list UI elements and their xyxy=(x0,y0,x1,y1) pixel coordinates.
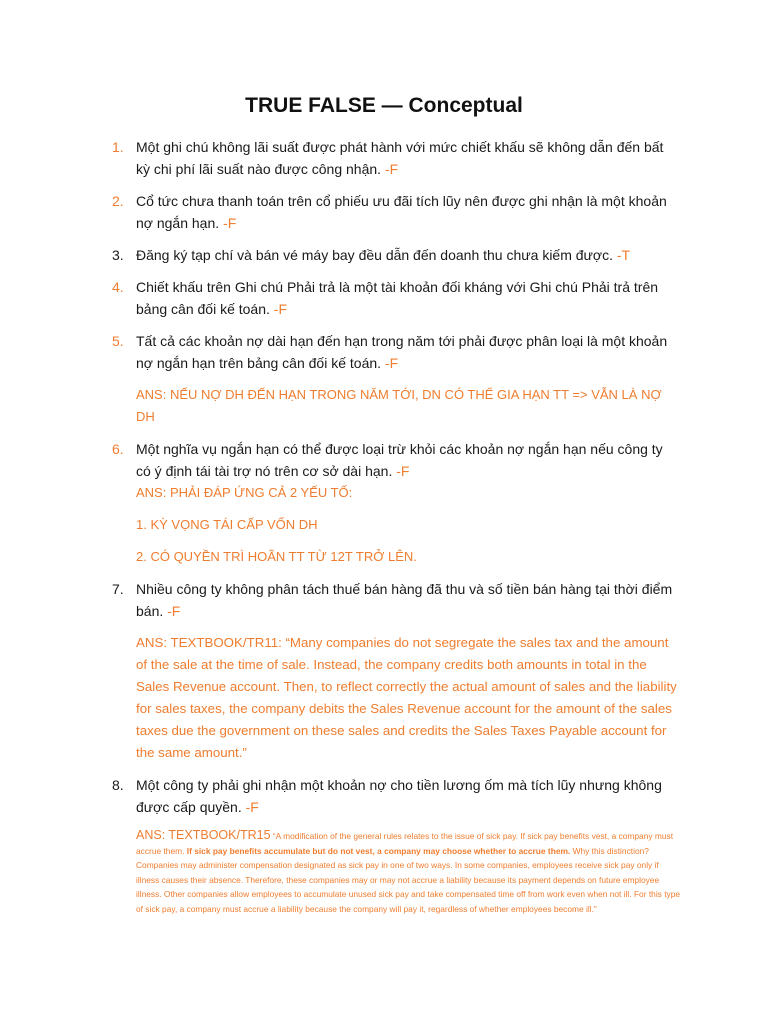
question-number: 1. xyxy=(112,139,124,155)
answer-note-8-bold: If sick pay benefits accumulate but do not vest, a company may choose whether to accrue them. xyxy=(186,845,571,856)
question-1 xyxy=(0,136,676,180)
answer-note-8 xyxy=(0,828,681,917)
question-number: 6. xyxy=(112,441,124,457)
answer-note-8-part-2: Why this distinction? Companies may administer compensation designated as sick pay in one of two ways. In some companies, employees receive sick pay only if illness causes their absence. Therefore, these companies may or may not accrue a liability because its payment depends on future employee illness. Other companies allow employees to accumulate unused sick pay and take compensated time off from work even when not ill. For this type of sick pay, a company must accrue a liability because the company will pay it, regardless of whether employees become ill.” xyxy=(136,845,681,914)
answer-note-6-point-1: 1. KỲ VỌNG TÁI CẤP VỐN DH xyxy=(136,517,318,532)
answer-mark: -F xyxy=(392,463,410,479)
answer-note-7: ANS: TEXTBOOK/TR11: “Many companies do not segregate the sales tax and the amount of the sale at the time of sale. Instead, the company credits both amounts in total in the Sales Revenue account. Then, to reflect correctly the actual amount of sales and the liability for sales taxes, the company debits the Sales Revenue account for the amount of the sales taxes due the government on these sales and credits the Sales Taxes Payable account for the same amount.” xyxy=(136,635,677,760)
answer-mark: -F xyxy=(241,799,259,815)
question-text: Đăng ký tạp chí và bán vé máy bay đều dẫn đến doanh thu chưa kiếm được. xyxy=(136,247,613,263)
answer-mark: -F xyxy=(219,215,237,231)
question-number: 3. xyxy=(112,247,124,263)
question-8 xyxy=(0,774,676,818)
question-number: 4. xyxy=(112,279,124,295)
question-text: Một nghĩa vụ ngắn hạn có thể được loại trừ khỏi các khoản nợ ngắn hạn nếu công ty có ý định tái tài trợ nó trên cơ sở dài hạn. xyxy=(136,441,663,479)
answer-note-6-point-2: 2. CÓ QUYỀN TRÌ HOÃN TT TỪ 12T TRỞ LÊN. xyxy=(136,549,417,564)
question-text: Cổ tức chưa thanh toán trên cổ phiếu ưu đãi tích lũy nên được ghi nhận là một khoản nợ ngắn hạn. xyxy=(136,193,667,231)
question-4 xyxy=(0,276,676,320)
question-text: Tất cả các khoản nợ dài hạn đến hạn trong năm tới phải được phân loại là một khoản nợ ngắn hạn trên bảng cân đối kế toán. xyxy=(136,333,668,371)
answer-note-5: ANS: NẾU NỢ DH ĐẾN HẠN TRONG NĂM TỚI, DN CÓ THỂ GIA HẠN TT => VẪN LÀ NỢ DH xyxy=(136,387,662,424)
question-number: 2. xyxy=(112,193,124,209)
question-number: 5. xyxy=(112,333,124,349)
answer-mark: -F xyxy=(381,355,399,371)
answer-note-6-head: ANS: PHẢI ĐÁP ỨNG CẢ 2 YẾU TỐ: xyxy=(136,485,353,500)
question-2 xyxy=(0,190,676,234)
question-7 xyxy=(0,578,676,622)
question-text: Một công ty phải ghi nhận một khoản nợ cho tiền lương ốm mà tích lũy nhưng không được cấp quyền. xyxy=(136,777,662,815)
answer-mark: -T xyxy=(613,247,631,263)
question-3 xyxy=(0,244,676,266)
question-text: Một ghi chú không lãi suất được phát hành với mức chiết khấu sẽ không dẫn đến bất kỳ chi phí lãi suất nào được công nhận. xyxy=(136,139,664,177)
question-6 xyxy=(0,438,676,482)
page-title: TRUE FALSE — Conceptual xyxy=(245,94,523,117)
question-number: 8. xyxy=(112,777,124,793)
answer-mark: -F xyxy=(269,301,287,317)
answer-mark: -F xyxy=(381,161,399,177)
question-text: Nhiều công ty không phân tách thuế bán hàng đã thu và số tiền bán hàng tại thời điểm bán. xyxy=(136,581,673,619)
answer-note-8-lead: ANS: TEXTBOOK/TR15 xyxy=(136,828,271,842)
answer-note-8-part-1: “A modification of the general rules relates to the issue of sick pay. If sick pay benefits vest, a company must accrue them. xyxy=(136,831,674,856)
question-text: Chiết khấu trên Ghi chú Phải trả là một tài khoản đối kháng với Ghi chú Phải trả trên bảng cân đối kế toán. xyxy=(136,279,659,317)
question-number: 7. xyxy=(112,581,124,597)
question-list xyxy=(0,136,768,917)
question-5 xyxy=(0,330,676,374)
answer-mark: -F xyxy=(163,603,181,619)
